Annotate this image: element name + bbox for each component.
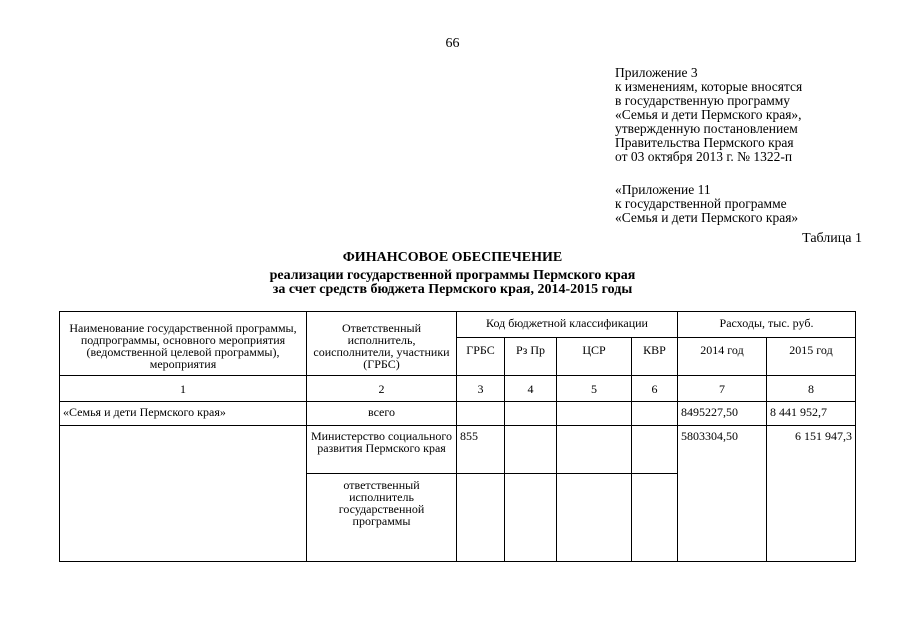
col-number: 6 — [632, 376, 678, 402]
table-row — [60, 402, 856, 426]
row-2014: 5803304,50 — [678, 426, 767, 562]
row-csr — [557, 402, 632, 426]
row-name — [60, 426, 307, 562]
header-name: Наименование государственной программы, подпрограммы, основного мероприятия (ведомственной целевой программы), мероприятия — [60, 312, 307, 376]
finance-table — [59, 311, 856, 562]
col-number: 2 — [307, 376, 457, 402]
col-number: 4 — [505, 376, 557, 402]
header-kvr: КВР — [632, 338, 678, 376]
header-rzpr: Рз Пр — [505, 338, 557, 376]
appendix-line: «Приложение 11 — [615, 182, 711, 197]
col-number: 7 — [678, 376, 767, 402]
row-csr — [557, 474, 632, 562]
appendix-line: Правительства Пермского края — [615, 135, 794, 150]
row-kvr — [632, 402, 678, 426]
row-2015: 8 441 952,7 — [767, 402, 856, 426]
subtitle-line: реализации государственной программы Пермского края — [269, 268, 636, 283]
appendix-line: к государственной программе — [615, 196, 787, 211]
row-2015: 6 151 947,3 — [767, 426, 856, 562]
document-subtitle — [0, 269, 905, 297]
appendix-line: в государственную программу — [615, 93, 791, 108]
appendix-line: от 03 октября 2013 г. № 1322-п — [615, 149, 793, 164]
header-grbs: ГРБС — [457, 338, 505, 376]
row-grbs — [457, 402, 505, 426]
row-csr — [557, 426, 632, 474]
row-grbs — [457, 474, 505, 562]
header-csr: ЦСР — [557, 338, 632, 376]
row-executor: всего — [307, 402, 457, 426]
appendix-line: «Семья и дети Пермского края», — [615, 107, 802, 122]
row-grbs: 855 — [457, 426, 505, 474]
appendix-line: Приложение 3 — [615, 65, 698, 80]
row-executor: Министерство социального развития Пермского края — [307, 426, 457, 474]
row-executor: ответственный исполнитель государственной программы — [307, 474, 457, 562]
header-budget-code: Код бюджетной классификации — [457, 312, 678, 338]
header-executor: Ответственный исполнитель, соисполнители, участники (ГРБС) — [307, 312, 457, 376]
col-number: 5 — [557, 376, 632, 402]
col-number: 1 — [60, 376, 307, 402]
appendix-line: «Семья и дети Пермского края» — [615, 210, 799, 225]
header-2014: 2014 год — [678, 338, 767, 376]
appendix-line: к изменениям, которые вносятся — [615, 79, 803, 94]
col-number: 8 — [767, 376, 856, 402]
header-expenses: Расходы, тыс. руб. — [678, 312, 856, 338]
row-rzpr — [505, 474, 557, 562]
row-kvr — [632, 426, 678, 474]
document-title: ФИНАНСОВОЕ ОБЕСПЕЧЕНИЕ — [342, 250, 563, 265]
page-number: 66 — [445, 36, 460, 51]
row-name: «Семья и дети Пермского края» — [60, 402, 307, 426]
table-row — [60, 426, 856, 474]
header-2015: 2015 год — [767, 338, 856, 376]
row-2014: 8495227,50 — [678, 402, 767, 426]
row-rzpr — [505, 426, 557, 474]
appendix-block-2 — [615, 183, 798, 225]
col-number: 3 — [457, 376, 505, 402]
row-kvr — [632, 474, 678, 562]
table-label: Таблица 1 — [802, 231, 862, 246]
row-rzpr — [505, 402, 557, 426]
subtitle-line: за счет средств бюджета Пермского края, 2014-2015 годы — [272, 282, 633, 297]
appendix-block — [615, 66, 802, 164]
appendix-line: утвержденную постановлением — [615, 121, 798, 136]
